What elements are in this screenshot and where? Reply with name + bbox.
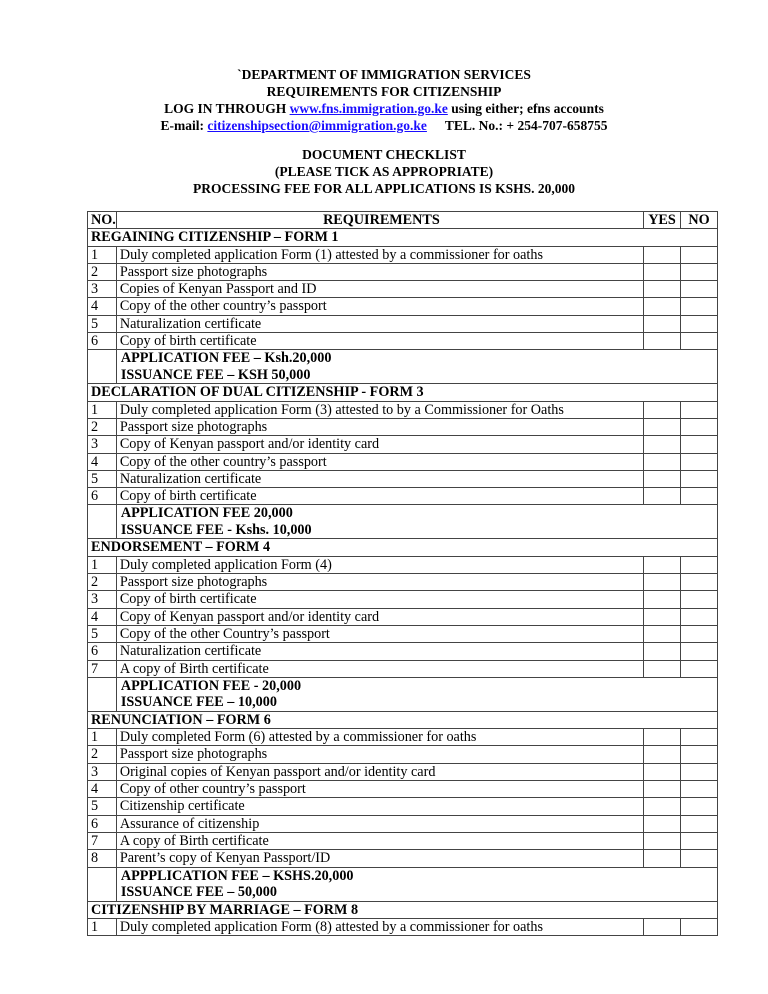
table-row xyxy=(88,470,718,487)
fee-line: APPLICATION FEE 20,000 xyxy=(120,505,293,522)
no-checkbox-cell[interactable] xyxy=(681,918,718,935)
item-number: 6 xyxy=(88,643,117,660)
no-checkbox-cell[interactable] xyxy=(681,763,718,780)
yes-checkbox-cell[interactable] xyxy=(644,591,681,608)
item-number: 5 xyxy=(88,470,117,487)
yes-checkbox-cell[interactable] xyxy=(644,574,681,591)
fee-blank-cell xyxy=(88,677,117,711)
fee-blank-cell xyxy=(88,505,117,539)
table-row xyxy=(88,488,718,505)
requirement-text: Copy of Kenyan passport and/or identity card xyxy=(116,608,643,625)
fee-line: ISSUANCE FEE – KSH 50,000 xyxy=(120,366,311,383)
no-checkbox-cell[interactable] xyxy=(681,333,718,350)
fee-row xyxy=(88,867,718,901)
no-checkbox-cell[interactable] xyxy=(681,815,718,832)
item-number: 1 xyxy=(88,246,117,263)
yes-checkbox-cell[interactable] xyxy=(644,315,681,332)
yes-checkbox-cell[interactable] xyxy=(644,746,681,763)
checklist-header xyxy=(0,146,768,197)
item-number: 3 xyxy=(88,763,117,780)
table-row xyxy=(88,333,718,350)
requirement-text: A copy of Birth certificate xyxy=(116,832,643,849)
col-no: NO. xyxy=(88,212,117,229)
item-number: 2 xyxy=(88,418,117,435)
yes-checkbox-cell[interactable] xyxy=(644,263,681,280)
requirement-text: Passport size photographs xyxy=(116,746,643,763)
item-number: 1 xyxy=(88,918,117,935)
item-number: 7 xyxy=(88,660,117,677)
col-yes: YES xyxy=(644,212,681,229)
item-number: 1 xyxy=(88,729,117,746)
no-checkbox-cell[interactable] xyxy=(681,729,718,746)
table-row xyxy=(88,918,718,935)
email-link[interactable]: citizenshipsection@immigration.go.ke xyxy=(207,118,427,133)
yes-checkbox-cell[interactable] xyxy=(644,781,681,798)
yes-checkbox-cell[interactable] xyxy=(644,246,681,263)
item-number: 1 xyxy=(88,401,117,418)
no-checkbox-cell[interactable] xyxy=(681,574,718,591)
fee-text xyxy=(116,505,717,539)
no-checkbox-cell[interactable] xyxy=(681,832,718,849)
no-checkbox-cell[interactable] xyxy=(681,453,718,470)
login-line xyxy=(0,100,768,117)
yes-checkbox-cell[interactable] xyxy=(644,453,681,470)
fee-line: APPPLICATION FEE – KSHS.20,000 xyxy=(120,867,354,884)
no-checkbox-cell[interactable] xyxy=(681,781,718,798)
section-row xyxy=(88,901,718,918)
checklist-title: DOCUMENT CHECKLIST xyxy=(302,147,466,162)
yes-checkbox-cell[interactable] xyxy=(644,488,681,505)
item-number: 2 xyxy=(88,746,117,763)
section-title: CITIZENSHIP BY MARRIAGE – FORM 8 xyxy=(88,901,718,918)
requirements-title: REQUIREMENTS FOR CITIZENSHIP xyxy=(266,84,502,99)
no-checkbox-cell[interactable] xyxy=(681,625,718,642)
section-title: ENDORSEMENT – FORM 4 xyxy=(88,539,718,556)
item-number: 2 xyxy=(88,263,117,280)
table-row xyxy=(88,763,718,780)
requirement-text: Assurance of citizenship xyxy=(116,815,643,832)
no-checkbox-cell[interactable] xyxy=(681,608,718,625)
requirement-text: Copy of other country’s passport xyxy=(116,781,643,798)
section-row xyxy=(88,384,718,401)
requirement-text: Naturalization certificate xyxy=(116,470,643,487)
section-row xyxy=(88,711,718,728)
table-row xyxy=(88,436,718,453)
table-row xyxy=(88,746,718,763)
requirement-text: Copy of birth certificate xyxy=(116,333,643,350)
table-row xyxy=(88,556,718,573)
table-row xyxy=(88,660,718,677)
yes-checkbox-cell[interactable] xyxy=(644,608,681,625)
yes-checkbox-cell[interactable] xyxy=(644,625,681,642)
requirement-text: Naturalization certificate xyxy=(116,643,643,660)
email-label: E-mail: xyxy=(160,118,208,133)
table-row xyxy=(88,850,718,867)
requirement-text: Copy of the other country’s passport xyxy=(116,453,643,470)
table-row xyxy=(88,298,718,315)
fee-line: ISSUANCE FEE – 50,000 xyxy=(120,884,277,900)
fee-line: ISSUANCE FEE - Kshs. 10,000 xyxy=(120,521,312,538)
requirement-text: Duly completed application Form (8) attested by a commissioner for oaths xyxy=(116,918,643,935)
fee-text xyxy=(116,867,717,901)
requirement-text: Duly completed application Form (3) attested to by a Commissioner for Oaths xyxy=(116,401,643,418)
table-row xyxy=(88,643,718,660)
table-row xyxy=(88,798,718,815)
item-number: 5 xyxy=(88,625,117,642)
fee-line: APPLICATION FEE - 20,000 xyxy=(120,677,302,694)
fee-row xyxy=(88,350,718,384)
fns-link[interactable]: www.fns.immigration.go.ke xyxy=(289,101,448,116)
item-number: 6 xyxy=(88,333,117,350)
no-checkbox-cell[interactable] xyxy=(681,488,718,505)
yes-checkbox-cell[interactable] xyxy=(644,918,681,935)
requirement-text: Parent’s copy of Kenyan Passport/ID xyxy=(116,850,643,867)
table-row xyxy=(88,625,718,642)
table-row xyxy=(88,815,718,832)
fee-text xyxy=(116,350,717,384)
yes-checkbox-cell[interactable] xyxy=(644,643,681,660)
contact-line xyxy=(0,117,768,134)
requirement-text: Copy of birth certificate xyxy=(116,488,643,505)
requirement-text: Duly completed Form (6) attested by a commissioner for oaths xyxy=(116,729,643,746)
no-checkbox-cell[interactable] xyxy=(681,556,718,573)
section-title: DECLARATION OF DUAL CITIZENSHIP - FORM 3 xyxy=(88,384,718,401)
item-number: 5 xyxy=(88,798,117,815)
no-checkbox-cell[interactable] xyxy=(681,263,718,280)
table-row xyxy=(88,263,718,280)
table-header-row xyxy=(88,212,718,229)
fee-blank-cell xyxy=(88,350,117,384)
fee-row xyxy=(88,677,718,711)
fee-line: APPLICATION FEE – Ksh.20,000 xyxy=(120,350,332,367)
yes-checkbox-cell[interactable] xyxy=(644,333,681,350)
section-row xyxy=(88,229,718,246)
item-number: 6 xyxy=(88,815,117,832)
yes-checkbox-cell[interactable] xyxy=(644,729,681,746)
requirement-text: Original copies of Kenyan passport and/or identity card xyxy=(116,763,643,780)
table-row xyxy=(88,729,718,746)
no-checkbox-cell[interactable] xyxy=(681,591,718,608)
item-number: 4 xyxy=(88,781,117,798)
col-requirements: REQUIREMENTS xyxy=(116,212,643,229)
table-row xyxy=(88,832,718,849)
requirement-text: Copy of the other country’s passport xyxy=(116,298,643,315)
table-row xyxy=(88,418,718,435)
no-checkbox-cell[interactable] xyxy=(681,746,718,763)
yes-checkbox-cell[interactable] xyxy=(644,556,681,573)
department-title: `DEPARTMENT OF IMMIGRATION SERVICES xyxy=(237,67,531,82)
no-checkbox-cell[interactable] xyxy=(681,643,718,660)
yes-checkbox-cell[interactable] xyxy=(644,401,681,418)
section-title: RENUNCIATION – FORM 6 xyxy=(88,711,718,728)
requirement-text: Passport size photographs xyxy=(116,574,643,591)
requirement-text: Duly completed application Form (4) xyxy=(116,556,643,573)
tick-instruction: (PLEASE TICK AS APPROPRIATE) xyxy=(274,164,494,179)
table-row xyxy=(88,401,718,418)
requirement-text: Naturalization certificate xyxy=(116,315,643,332)
section-title: REGAINING CITIZENSHIP – FORM 1 xyxy=(88,229,718,246)
yes-checkbox-cell[interactable] xyxy=(644,832,681,849)
item-number: 2 xyxy=(88,574,117,591)
requirement-text: Copies of Kenyan Passport and ID xyxy=(116,281,643,298)
yes-checkbox-cell[interactable] xyxy=(644,281,681,298)
table-row xyxy=(88,315,718,332)
fee-blank-cell xyxy=(88,867,117,901)
document-header xyxy=(0,66,768,134)
item-number: 4 xyxy=(88,453,117,470)
no-checkbox-cell[interactable] xyxy=(681,850,718,867)
yes-checkbox-cell[interactable] xyxy=(644,436,681,453)
telephone: TEL. No.: + 254-707-658755 xyxy=(444,118,608,133)
no-checkbox-cell[interactable] xyxy=(681,315,718,332)
no-checkbox-cell[interactable] xyxy=(681,298,718,315)
yes-checkbox-cell[interactable] xyxy=(644,850,681,867)
table-row xyxy=(88,246,718,263)
fee-text xyxy=(116,677,717,711)
item-number: 4 xyxy=(88,608,117,625)
yes-checkbox-cell[interactable] xyxy=(644,298,681,315)
fee-line: ISSUANCE FEE – 10,000 xyxy=(120,694,277,711)
col-no-answer: NO xyxy=(681,212,718,229)
no-checkbox-cell[interactable] xyxy=(681,436,718,453)
fee-row xyxy=(88,505,718,539)
yes-checkbox-cell[interactable] xyxy=(644,798,681,815)
requirement-text: Copy of Kenyan passport and/or identity card xyxy=(116,436,643,453)
section-row xyxy=(88,539,718,556)
requirement-text: Passport size photographs xyxy=(116,418,643,435)
yes-checkbox-cell[interactable] xyxy=(644,815,681,832)
no-checkbox-cell[interactable] xyxy=(681,246,718,263)
requirement-text: Passport size photographs xyxy=(116,263,643,280)
item-number: 7 xyxy=(88,832,117,849)
requirement-text: A copy of Birth certificate xyxy=(116,660,643,677)
no-checkbox-cell[interactable] xyxy=(681,401,718,418)
item-number: 4 xyxy=(88,298,117,315)
no-checkbox-cell[interactable] xyxy=(681,470,718,487)
item-number: 6 xyxy=(88,488,117,505)
item-number: 5 xyxy=(88,315,117,332)
yes-checkbox-cell[interactable] xyxy=(644,470,681,487)
processing-fee: PROCESSING FEE FOR ALL APPLICATIONS IS KSHS. 20,000 xyxy=(193,181,575,196)
requirement-text: Citizenship certificate xyxy=(116,798,643,815)
table-row xyxy=(88,281,718,298)
yes-checkbox-cell[interactable] xyxy=(644,763,681,780)
requirement-text: Duly completed application Form (1) attested by a commissioner for oaths xyxy=(116,246,643,263)
item-number: 3 xyxy=(88,436,117,453)
item-number: 8 xyxy=(88,850,117,867)
no-checkbox-cell[interactable] xyxy=(681,418,718,435)
table-row xyxy=(88,574,718,591)
yes-checkbox-cell[interactable] xyxy=(644,418,681,435)
login-suffix: using either; efns accounts xyxy=(447,101,604,116)
item-number: 3 xyxy=(88,591,117,608)
table-row xyxy=(88,781,718,798)
item-number: 1 xyxy=(88,556,117,573)
table-row xyxy=(88,453,718,470)
login-prefix: LOG IN THROUGH xyxy=(164,101,290,116)
requirements-table xyxy=(87,211,718,936)
requirement-text: Copy of birth certificate xyxy=(116,591,643,608)
requirement-text: Copy of the other Country’s passport xyxy=(116,625,643,642)
no-checkbox-cell[interactable] xyxy=(681,281,718,298)
table-row xyxy=(88,608,718,625)
yes-checkbox-cell[interactable] xyxy=(644,660,681,677)
no-checkbox-cell[interactable] xyxy=(681,798,718,815)
item-number: 3 xyxy=(88,281,117,298)
table-row xyxy=(88,591,718,608)
no-checkbox-cell[interactable] xyxy=(681,660,718,677)
